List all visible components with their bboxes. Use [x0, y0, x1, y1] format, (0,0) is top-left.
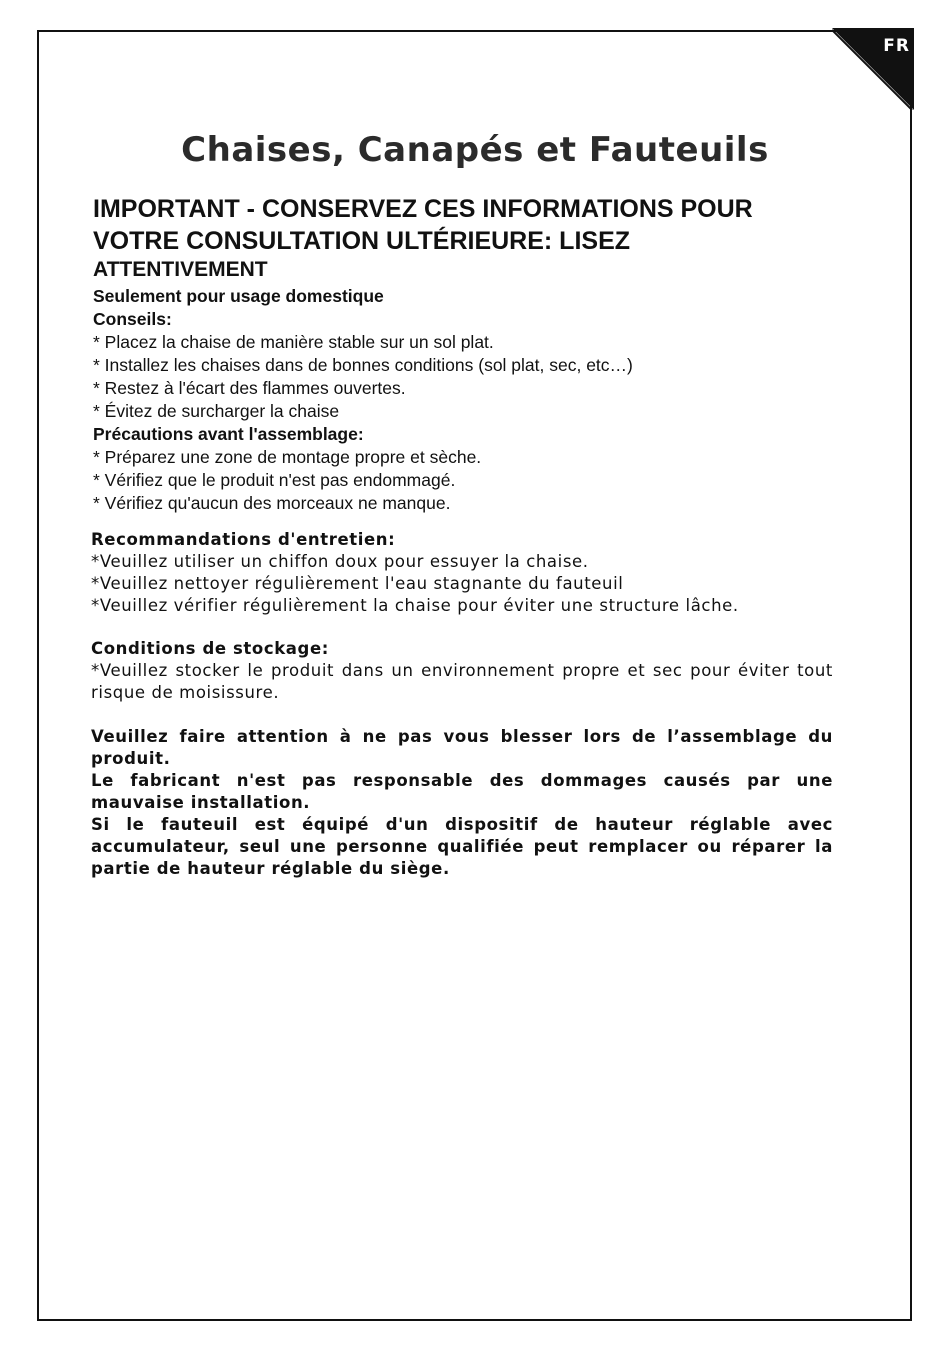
maintenance-item: *Veuillez utiliser un chiffon doux pour essuyer la chaise. [91, 552, 589, 571]
language-badge: FR [883, 36, 910, 56]
warning-paragraph: Si le fauteuil est équipé d'un dispositif de hauteur réglable avec accumulateur, seul une personne qualifiée peut remplacer ou réparer la partie de hauteur réglable du siège. [91, 815, 833, 878]
domestic-use-note: Seulement pour usage domestique [93, 286, 384, 306]
warning-paragraph: Veuillez faire attention à ne pas vous blesser lors de l’assemblage du produit. [91, 727, 833, 768]
warnings-section [91, 726, 833, 880]
important-headline-line-1: IMPORTANT - CONSERVEZ CES INFORMATIONS POUR [93, 195, 753, 223]
advice-item: * Placez la chaise de manière stable sur un sol plat. [93, 332, 494, 352]
important-headline-line-3: ATTENTIVEMENT [93, 258, 268, 281]
maintenance-item: *Veuillez nettoyer régulièrement l'eau stagnante du fauteuil [91, 574, 624, 593]
precaution-item: * Vérifiez qu'aucun des morceaux ne manque. [93, 493, 451, 513]
storage-section [91, 638, 833, 704]
maintenance-section [91, 529, 833, 617]
maintenance-item: *Veuillez vérifier régulièrement la chaise pour éviter une structure lâche. [91, 596, 739, 615]
advice-item: * Restez à l'écart des flammes ouvertes. [93, 378, 406, 398]
instructions-section [93, 193, 835, 515]
storage-heading: Conditions de stockage: [91, 639, 329, 658]
precaution-item: * Vérifiez que le produit n'est pas endommagé. [93, 470, 456, 490]
advice-item: * Installez les chaises dans de bonnes conditions (sol plat, sec, etc…) [93, 355, 633, 375]
important-headline-line-2: VOTRE CONSULTATION ULTÉRIEURE: LISEZ [93, 227, 631, 255]
maintenance-heading: Recommandations d'entretien: [91, 530, 396, 549]
precautions-heading: Précautions avant l'assemblage: [93, 424, 364, 444]
precaution-item: * Préparez une zone de montage propre et sèche. [93, 447, 482, 467]
advice-item: * Évitez de surcharger la chaise [93, 401, 340, 421]
storage-text: *Veuillez stocker le produit dans un environnement propre et sec pour éviter tout risque de moisissure. [91, 661, 833, 702]
advice-heading: Conseils: [93, 309, 172, 329]
warning-paragraph: Le fabricant n'est pas responsable des dommages causés par une mauvaise installation. [91, 771, 833, 812]
page-title: Chaises, Canapés et Fauteuils [181, 130, 769, 170]
